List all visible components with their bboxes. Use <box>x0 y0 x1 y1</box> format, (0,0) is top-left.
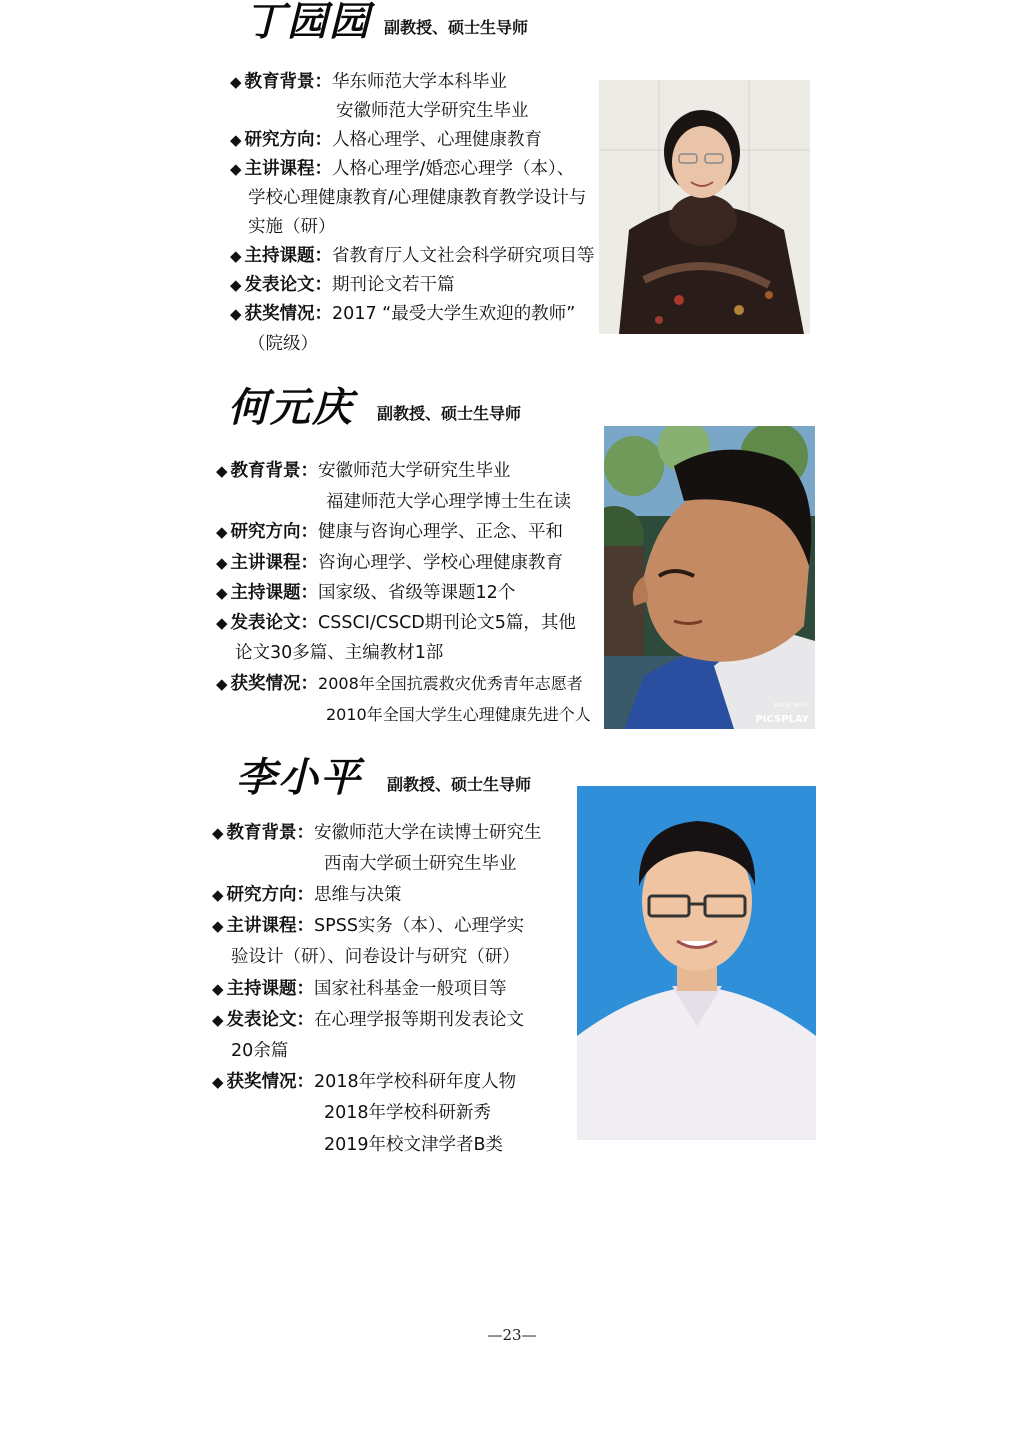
info-line: 安徽师范大学研究生毕业 <box>336 101 529 121</box>
info-line: ◆ 发表论文：CSSCI/CSCD期刊论文5篇，其他 <box>216 613 576 633</box>
info-line: ◆ 发表论文：期刊论文若干篇 <box>230 275 455 295</box>
profile-name: 何元庆 <box>228 384 354 431</box>
info-line: ◆ 主讲课程：咨询心理学、学校心理健康教育 <box>216 553 564 573</box>
info-line: ◆ 研究方向：人格心理学、心理健康教育 <box>230 130 543 150</box>
info-line: 学校心理健康教育/心理健康教育教学设计与 <box>248 188 587 208</box>
info-line: ◆ 主讲课程：SPSS实务（本）、心理学实 <box>212 916 525 936</box>
info-line: 20余篇 <box>231 1041 289 1061</box>
info-line: ◆ 研究方向：健康与咨询心理学、正念、平和 <box>216 522 564 542</box>
info-line: ◆ 获奖情况：2017 “最受大学生欢迎的教师” <box>230 304 576 324</box>
portrait-photo <box>577 786 816 1140</box>
info-line: （院级） <box>248 334 318 354</box>
portrait-photo <box>599 80 810 334</box>
info-line: 验设计（研）、问卷设计与研究（研） <box>231 947 520 967</box>
info-line: ◆ 主持课题：国家社科基金一般项目等 <box>212 979 507 999</box>
portrait-photo <box>604 426 815 729</box>
photo-watermark: MADE WITH PICSPLAY <box>755 702 809 725</box>
info-line: ◆ 获奖情况：2018年学校科研年度人物 <box>212 1072 517 1092</box>
profile-title: 副教授、硕士生导师 <box>384 18 529 37</box>
profile-title: 副教授、硕士生导师 <box>377 404 522 423</box>
info-line: ◆ 研究方向：思维与决策 <box>212 885 402 905</box>
info-line: ◆ 获奖情况：2008年全国抗震救灾优秀青年志愿者 <box>216 674 583 694</box>
info-line: ◆ 教育背景：安徽师范大学在读博士研究生 <box>212 823 542 843</box>
info-line: 2018年学校科研新秀 <box>324 1103 492 1123</box>
profile-name: 李小平 <box>236 754 362 801</box>
info-line: 论文30多篇、主编教材1部 <box>235 643 444 663</box>
info-line: 2010年全国大学生心理健康先进个人 <box>326 705 591 724</box>
info-line: ◆ 教育背景：安徽师范大学研究生毕业 <box>216 461 511 481</box>
info-line: 西南大学硕士研究生毕业 <box>324 854 517 874</box>
info-line: 实施（研） <box>248 217 336 237</box>
info-line: 2019年校文津学者B类 <box>324 1135 504 1155</box>
info-line: ◆ 主持课题：国家级、省级等课题12个 <box>216 583 516 603</box>
info-line: 福建师范大学心理学博士生在读 <box>326 492 571 512</box>
info-line: ◆ 发表论文：在心理学报等期刊发表论文 <box>212 1010 525 1030</box>
info-line: ◆ 主讲课程：人格心理学/婚恋心理学（本）、 <box>230 159 575 179</box>
info-line: ◆ 教育背景：华东师范大学本科毕业 <box>230 72 508 92</box>
profile-name: 丁园园 <box>245 0 371 45</box>
page-number: —23— <box>487 1326 537 1344</box>
info-line: ◆ 主持课题：省教育厅人文社会科学研究项目等 <box>230 246 595 266</box>
profile-title: 副教授、硕士生导师 <box>387 775 532 794</box>
